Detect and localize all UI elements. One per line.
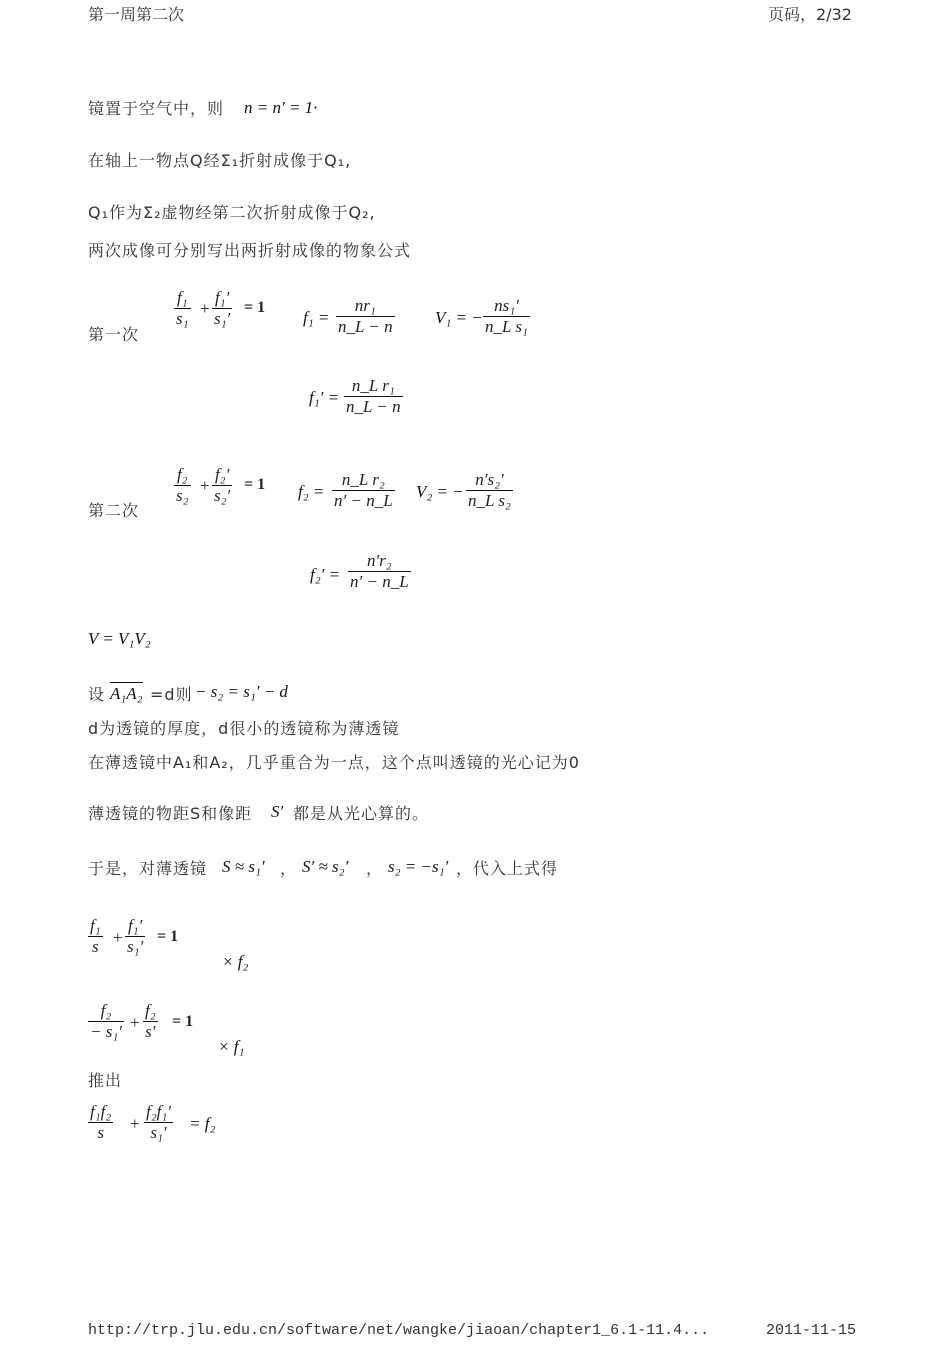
page-number: 页码，2/32 [768, 5, 852, 24]
footer-date: 2011-11-15 [766, 1322, 857, 1339]
equation-V: V = V₁V₂ [88, 629, 151, 648]
plus-sign-3: + [113, 928, 123, 947]
approx-Sp: S′ ≈ s₂′ [302, 857, 349, 876]
fraction-f1p: n_L r₁ n_L − n [346, 376, 401, 416]
text-line-refraction-1: 在轴上一物点Q经Σ₁折射成像于Q₁, [88, 151, 352, 170]
equation-s2: − s₂ = s₁′ − d [195, 682, 288, 701]
text-thickness: d为透镜的厚度，d很小的透镜称为薄透镜 [88, 719, 400, 738]
segment-A1A2: A₁A₂ [110, 684, 143, 703]
fraction-f2-neg-s1p: f₂ − s₁′ [90, 1001, 122, 1041]
equation-s2-neg: s₂ = −s₁′ [388, 857, 449, 876]
plus-sign: + [200, 299, 210, 318]
symbol-Sp: S′ [271, 802, 284, 821]
label-first: 第一次 [88, 325, 140, 344]
fraction-f2-s2: f₂ s₂ [176, 465, 189, 505]
fraction-f1p-s1p: f₁′ s₁′ [214, 288, 231, 328]
f2p-lhs: f₂′ = [310, 565, 341, 584]
fraction-f2p: n′r₂ n′ − n_L [350, 551, 409, 591]
fraction-f2p-s2p: f₂′ s₂′ [214, 465, 231, 505]
f1p-lhs: f₁′ = [309, 388, 340, 407]
V1-lhs: V₁ = − [435, 308, 483, 327]
multiply-f2: × f₂ [222, 952, 249, 971]
plus-sign-2: + [200, 476, 210, 495]
sep-1: ， [280, 859, 298, 878]
fraction-f1-s1: f₁ s₁ [176, 288, 189, 328]
f1-lhs: f₁ = [303, 308, 330, 327]
equation-n: n = n′ = 1· [244, 98, 318, 117]
text-set: 设 [88, 685, 106, 704]
plus-sign-5: + [130, 1114, 140, 1133]
text-therefore: 于是，对薄透镜 [88, 859, 208, 878]
fraction-f1-s: f₁ s [90, 916, 101, 956]
fraction-f1: nr₁ n_L − n [338, 296, 393, 336]
fraction-f1p-s1p-b: f₁′ s₁′ [127, 916, 144, 956]
footer-url: http://trp.jlu.edu.cn/software/net/wangke/jiaoan/chapter1_6.1-11.4... [88, 1322, 710, 1339]
approx-S: S ≈ s₁′ [222, 857, 265, 876]
text-distances-post: 都是从光心算的。 [293, 804, 430, 823]
text-distances: 薄透镜的物距S和像距 [88, 804, 253, 823]
fraction-f2f1p-s1p: f₂f₁′ s₁′ [146, 1102, 171, 1142]
equals-one: = 1 [244, 299, 266, 316]
V2-lhs: V₂ = − [416, 482, 464, 501]
equals-one-4: = 1 [172, 1013, 194, 1030]
multiply-f1: × f₁ [218, 1037, 245, 1056]
text-line-air: 镜置于空气中，则 [88, 99, 225, 118]
text-substitute: ，代入上式得 [456, 859, 559, 878]
fraction-f2-sp: f₂ s′ [145, 1001, 156, 1041]
f2-lhs: f₂ = [298, 482, 325, 501]
text-optical-center: 在薄透镜中A₁和A₂，几乎重合为一点，这个点叫透镜的光心记为0 [88, 753, 580, 772]
text-derive: 推出 [88, 1071, 123, 1090]
page-header-title: 第一周第二次 [88, 5, 185, 24]
plus-sign-4: + [130, 1013, 140, 1032]
equals-one-3: = 1 [157, 928, 179, 945]
text-line-formula-intro: 两次成像可分别写出两折射成像的物象公式 [88, 241, 412, 260]
equals-one-2: = 1 [244, 476, 266, 493]
fraction-f2: n_L r₂ n′ − n_L [334, 470, 393, 510]
sep-2: ， [366, 859, 384, 878]
fraction-f1f2-s: f₁f₂ s [90, 1102, 112, 1142]
label-second: 第二次 [88, 501, 140, 520]
fraction-V2: n′s₂′ n_L s₂ [468, 470, 511, 510]
text-line-refraction-2: Q₁作为Σ₂虚物经第二次折射成像于Q₂, [88, 203, 376, 222]
result-f2: = f₂ [189, 1114, 216, 1133]
text-equals-d: =d则 [150, 685, 193, 704]
fraction-V1: ns₁′ n_L s₁ [485, 296, 528, 336]
